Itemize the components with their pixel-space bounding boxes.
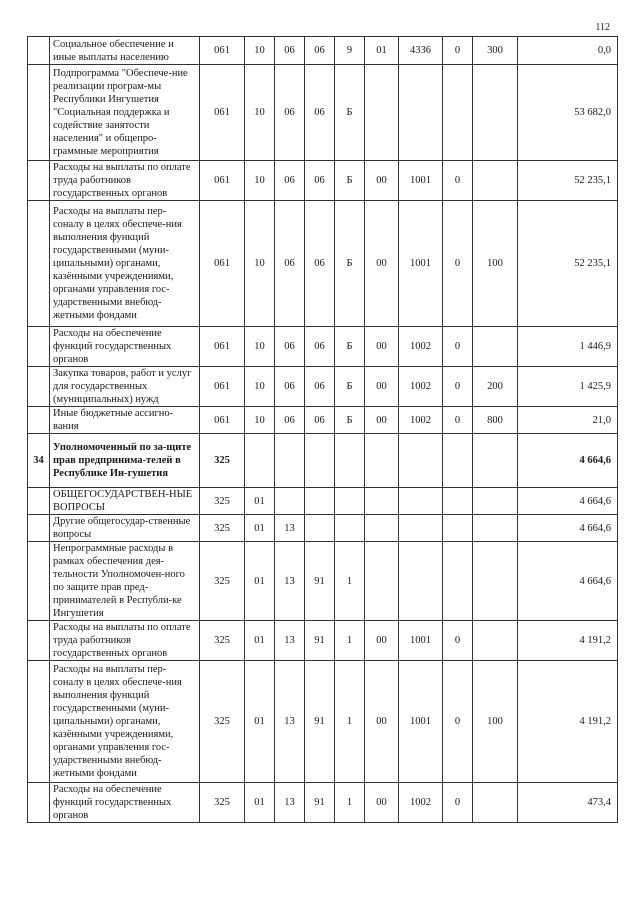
row-code-c6: 00 xyxy=(365,201,399,327)
row-code-c8: 0 xyxy=(443,407,473,434)
row-name: Расходы на выплаты по оплате труда работников государственных органов xyxy=(50,621,200,661)
row-code-c9: 200 xyxy=(473,367,518,407)
row-code-c6: 00 xyxy=(365,621,399,661)
row-name: Расходы на обеспечение функций государственных органов xyxy=(50,783,200,823)
row-code-c3: 06 xyxy=(275,327,305,367)
row-code-c5: 1 xyxy=(335,542,365,621)
row-code-c9: 100 xyxy=(473,661,518,783)
row-code-c3: 06 xyxy=(275,367,305,407)
row-code-c8: 0 xyxy=(443,661,473,783)
row-code-c6: 01 xyxy=(365,37,399,65)
table-row xyxy=(28,37,618,65)
row-code-c4: 06 xyxy=(305,161,335,201)
row-code-c4: 91 xyxy=(305,783,335,823)
row-code-c4: 06 xyxy=(305,407,335,434)
row-code-c9 xyxy=(473,327,518,367)
row-code-c5: Б xyxy=(335,161,365,201)
row-code-c2: 01 xyxy=(245,661,275,783)
row-code-c5 xyxy=(335,488,365,515)
row-code-c8 xyxy=(443,65,473,161)
row-code-c6: 00 xyxy=(365,783,399,823)
row-code-c3: 13 xyxy=(275,515,305,542)
row-code-c7: 1001 xyxy=(399,621,443,661)
row-code-c5: 1 xyxy=(335,621,365,661)
row-code-c8: 0 xyxy=(443,161,473,201)
row-code-c9 xyxy=(473,161,518,201)
row-code-c4 xyxy=(305,515,335,542)
row-code-c2: 10 xyxy=(245,407,275,434)
row-code-c9 xyxy=(473,621,518,661)
row-number xyxy=(28,488,50,515)
row-code-c7 xyxy=(399,488,443,515)
row-code-c8: 0 xyxy=(443,367,473,407)
row-code-c1: 061 xyxy=(200,161,245,201)
row-number xyxy=(28,542,50,621)
row-name: Уполномоченный по за-щите прав предпринима-телей в Республике Ин-гушетия xyxy=(50,434,200,488)
row-code-c5: 9 xyxy=(335,37,365,65)
row-code-c3: 06 xyxy=(275,161,305,201)
budget-table xyxy=(27,36,618,823)
row-code-c1: 325 xyxy=(200,542,245,621)
row-name: Расходы на выплаты пер-соналу в целях обеспече-ния выполнения функций государственными (муни-ципальными) органами, казёнными учреждениями, органами управления гос-ударственными внебюд-жетными фондами xyxy=(50,661,200,783)
row-code-c3: 13 xyxy=(275,783,305,823)
row-code-c3: 06 xyxy=(275,65,305,161)
row-code-c4: 91 xyxy=(305,621,335,661)
row-number xyxy=(28,161,50,201)
row-code-c3: 13 xyxy=(275,661,305,783)
row-amount: 52 235,1 xyxy=(518,161,618,201)
row-code-c1: 325 xyxy=(200,661,245,783)
row-amount: 52 235,1 xyxy=(518,201,618,327)
row-code-c2: 10 xyxy=(245,367,275,407)
row-code-c5: Б xyxy=(335,327,365,367)
row-code-c9 xyxy=(473,515,518,542)
row-code-c4: 91 xyxy=(305,542,335,621)
table-row xyxy=(28,434,618,488)
table-row xyxy=(28,515,618,542)
row-code-c6 xyxy=(365,542,399,621)
row-code-c4: 06 xyxy=(305,37,335,65)
row-code-c6 xyxy=(365,65,399,161)
row-code-c1: 061 xyxy=(200,201,245,327)
row-amount: 0,0 xyxy=(518,37,618,65)
row-code-c5: Б xyxy=(335,201,365,327)
row-code-c5 xyxy=(335,515,365,542)
row-code-c4 xyxy=(305,488,335,515)
row-code-c5: 1 xyxy=(335,783,365,823)
row-code-c3 xyxy=(275,434,305,488)
row-number xyxy=(28,367,50,407)
row-code-c8: 0 xyxy=(443,327,473,367)
row-number xyxy=(28,621,50,661)
page-number: 112 xyxy=(595,22,610,33)
table-row xyxy=(28,201,618,327)
row-code-c6: 00 xyxy=(365,661,399,783)
row-code-c2: 10 xyxy=(245,65,275,161)
row-code-c5: Б xyxy=(335,367,365,407)
row-code-c4: 91 xyxy=(305,661,335,783)
row-code-c2: 10 xyxy=(245,327,275,367)
row-number xyxy=(28,407,50,434)
row-code-c7: 1001 xyxy=(399,161,443,201)
row-amount: 4 664,6 xyxy=(518,515,618,542)
row-code-c1: 325 xyxy=(200,434,245,488)
row-code-c8 xyxy=(443,515,473,542)
row-code-c5: Б xyxy=(335,65,365,161)
row-code-c4 xyxy=(305,434,335,488)
row-code-c3: 13 xyxy=(275,621,305,661)
row-code-c9: 800 xyxy=(473,407,518,434)
row-name: Расходы на обеспечение функций государственных органов xyxy=(50,327,200,367)
row-code-c5: 1 xyxy=(335,661,365,783)
row-code-c7: 4336 xyxy=(399,37,443,65)
row-code-c1: 325 xyxy=(200,488,245,515)
row-code-c5: Б xyxy=(335,407,365,434)
row-code-c9: 100 xyxy=(473,201,518,327)
row-amount: 4 664,6 xyxy=(518,434,618,488)
row-code-c2: 01 xyxy=(245,515,275,542)
row-code-c5 xyxy=(335,434,365,488)
table-body xyxy=(28,37,618,823)
table-row xyxy=(28,367,618,407)
row-code-c8 xyxy=(443,542,473,621)
row-amount: 4 191,2 xyxy=(518,621,618,661)
row-code-c2: 01 xyxy=(245,621,275,661)
row-name: Подпрограмма "Обеспече-ние реализации програм-мы Республики Ингушетия "Социальная поддержка и содействие занятости населения" и общепро-граммные мероприятия xyxy=(50,65,200,161)
row-number xyxy=(28,65,50,161)
row-code-c9 xyxy=(473,434,518,488)
row-number xyxy=(28,661,50,783)
row-code-c3: 06 xyxy=(275,37,305,65)
table-row xyxy=(28,783,618,823)
row-code-c8: 0 xyxy=(443,783,473,823)
row-amount: 53 682,0 xyxy=(518,65,618,161)
row-code-c9: 300 xyxy=(473,37,518,65)
row-code-c9 xyxy=(473,783,518,823)
row-name: Социальное обеспечение и иные выплаты населению xyxy=(50,37,200,65)
table-row xyxy=(28,65,618,161)
row-code-c7 xyxy=(399,65,443,161)
row-code-c6 xyxy=(365,488,399,515)
row-code-c6: 00 xyxy=(365,327,399,367)
row-code-c3: 13 xyxy=(275,542,305,621)
row-code-c1: 325 xyxy=(200,621,245,661)
row-amount: 1 446,9 xyxy=(518,327,618,367)
row-code-c4: 06 xyxy=(305,201,335,327)
row-name: Непрограммные расходы в рамках обеспечения дея-тельности Уполномочен-ного по защите прав пред-принимателей в Республи-ке Ингушетия xyxy=(50,542,200,621)
row-code-c6 xyxy=(365,434,399,488)
row-code-c7 xyxy=(399,515,443,542)
row-amount: 4 664,6 xyxy=(518,488,618,515)
row-code-c1: 061 xyxy=(200,407,245,434)
row-code-c6: 00 xyxy=(365,407,399,434)
row-code-c4: 06 xyxy=(305,367,335,407)
row-amount: 4 191,2 xyxy=(518,661,618,783)
table-row xyxy=(28,488,618,515)
row-code-c4: 06 xyxy=(305,65,335,161)
row-code-c6: 00 xyxy=(365,161,399,201)
row-number: 34 xyxy=(28,434,50,488)
row-number xyxy=(28,327,50,367)
row-name: Другие общегосудар-ственные вопросы xyxy=(50,515,200,542)
row-code-c3: 06 xyxy=(275,407,305,434)
row-name: Расходы на выплаты пер-соналу в целях обеспече-ния выполнения функций государственными (муни-ципальными) органами, казёнными учреждениями, органами управления гос-ударственными внебюд-жетными фондами xyxy=(50,201,200,327)
row-code-c8: 0 xyxy=(443,37,473,65)
row-code-c9 xyxy=(473,542,518,621)
table-row xyxy=(28,661,618,783)
row-code-c2 xyxy=(245,434,275,488)
row-code-c9 xyxy=(473,65,518,161)
row-code-c3: 06 xyxy=(275,201,305,327)
row-code-c6: 00 xyxy=(365,367,399,407)
row-code-c1: 061 xyxy=(200,65,245,161)
row-code-c2: 01 xyxy=(245,783,275,823)
row-code-c9 xyxy=(473,488,518,515)
row-code-c8: 0 xyxy=(443,621,473,661)
row-code-c2: 10 xyxy=(245,161,275,201)
row-code-c1: 325 xyxy=(200,515,245,542)
row-code-c7: 1002 xyxy=(399,327,443,367)
row-code-c7: 1002 xyxy=(399,367,443,407)
table-row xyxy=(28,407,618,434)
row-code-c6 xyxy=(365,515,399,542)
row-code-c2: 01 xyxy=(245,488,275,515)
row-code-c7: 1001 xyxy=(399,661,443,783)
row-code-c4: 06 xyxy=(305,327,335,367)
table-row xyxy=(28,621,618,661)
row-code-c1: 061 xyxy=(200,367,245,407)
row-name: Расходы на выплаты по оплате труда работников государственных органов xyxy=(50,161,200,201)
row-code-c8 xyxy=(443,488,473,515)
table-row xyxy=(28,542,618,621)
row-number xyxy=(28,37,50,65)
row-code-c1: 325 xyxy=(200,783,245,823)
row-number xyxy=(28,515,50,542)
row-number xyxy=(28,783,50,823)
row-code-c8 xyxy=(443,434,473,488)
row-amount: 4 664,6 xyxy=(518,542,618,621)
row-code-c7: 1001 xyxy=(399,201,443,327)
row-code-c7 xyxy=(399,542,443,621)
row-code-c1: 061 xyxy=(200,327,245,367)
row-amount: 1 425,9 xyxy=(518,367,618,407)
row-code-c1: 061 xyxy=(200,37,245,65)
row-code-c7: 1002 xyxy=(399,407,443,434)
row-code-c2: 10 xyxy=(245,201,275,327)
row-name: Иные бюджетные ассигно-вания xyxy=(50,407,200,434)
table-row xyxy=(28,161,618,201)
row-code-c2: 01 xyxy=(245,542,275,621)
row-code-c7: 1002 xyxy=(399,783,443,823)
row-amount: 21,0 xyxy=(518,407,618,434)
row-number xyxy=(28,201,50,327)
row-name: ОБЩЕГОСУДАРСТВЕН-НЫЕ ВОПРОСЫ xyxy=(50,488,200,515)
row-amount: 473,4 xyxy=(518,783,618,823)
row-code-c3 xyxy=(275,488,305,515)
row-code-c2: 10 xyxy=(245,37,275,65)
table-row xyxy=(28,327,618,367)
row-code-c8: 0 xyxy=(443,201,473,327)
row-code-c7 xyxy=(399,434,443,488)
row-name: Закупка товаров, работ и услуг для государственных (муниципальных) нужд xyxy=(50,367,200,407)
